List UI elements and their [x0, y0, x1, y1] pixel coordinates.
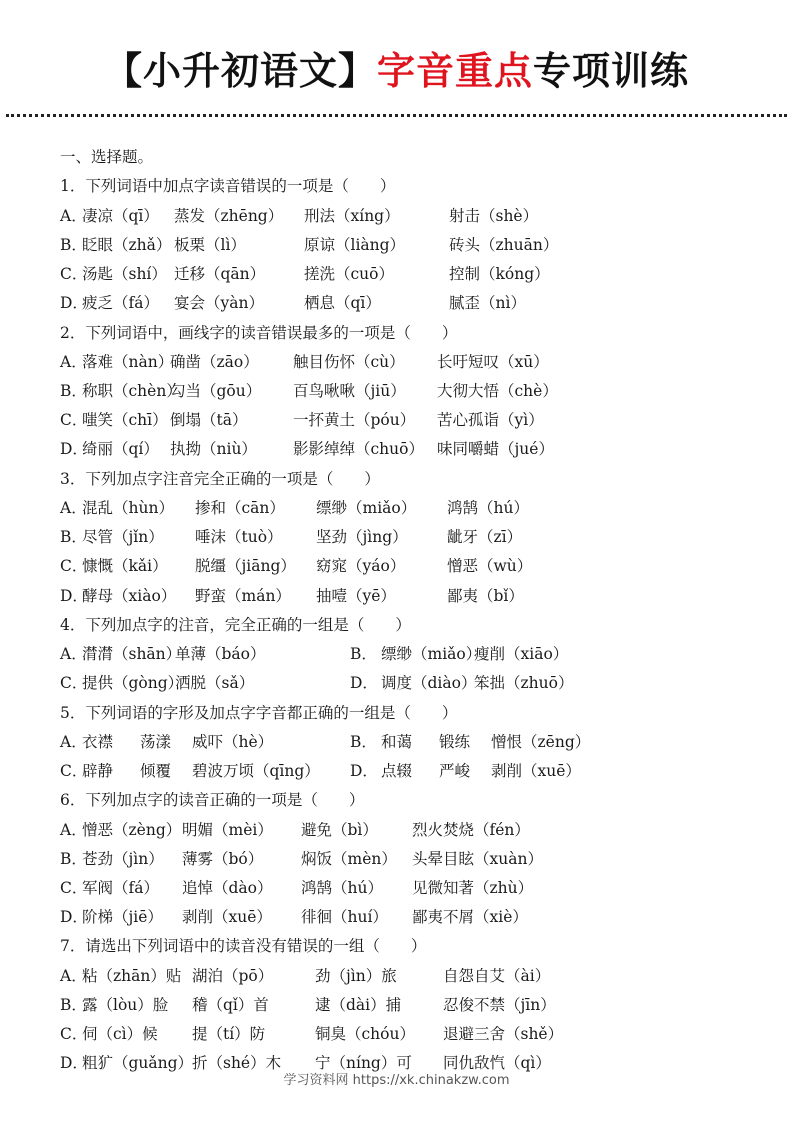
option-word: 逮（dài）捕: [315, 996, 402, 1015]
option-word: 味同嚼蜡（jué）: [437, 440, 554, 459]
option-word: 宁（níng）可: [315, 1054, 412, 1073]
option-word: 倾覆: [140, 762, 172, 781]
option-row: [60, 640, 780, 669]
option-word: 尽管（jǐn）: [82, 528, 164, 547]
option-letter: D．: [60, 908, 88, 927]
option-word: 笨拙（zhuō）: [474, 674, 574, 693]
option-letter: B．: [350, 645, 377, 664]
option-letter: A．: [60, 645, 87, 664]
option-word: 掺和（cān）: [195, 499, 285, 518]
option-row: [60, 494, 780, 523]
option-row: [60, 377, 780, 406]
option-row: [60, 202, 780, 231]
option-word: 倒塌（tā）: [170, 411, 248, 430]
option-word: 铜臭（chóu）: [315, 1025, 415, 1044]
option-letter: A．: [60, 732, 87, 751]
section-heading: 一、选择题。: [60, 148, 154, 166]
option-word: 辟静: [82, 762, 114, 781]
option-word: 烈火焚烧（fén）: [412, 820, 530, 839]
option-word: 刑法（xíng）: [304, 206, 400, 225]
option-word: 脱缰（jiāng）: [195, 557, 296, 576]
option-word: 潸潸（shān）: [82, 645, 182, 664]
option-word: 和蔼: [381, 732, 413, 751]
question-stem: 2．下列词语中，画线字的读音错误最多的一项是（ ）: [60, 323, 458, 342]
option-word: 折（shé）木: [192, 1054, 282, 1073]
option-letter: A．: [60, 966, 87, 985]
option-letter: C．: [60, 265, 88, 284]
option-word: 避免（bì）: [301, 820, 378, 839]
option-word: 原谅（liàng）: [304, 235, 406, 254]
option-word: 提供（gòng）: [82, 674, 184, 693]
option-word: 执拗（niù）: [170, 440, 257, 459]
option-row: [60, 406, 780, 435]
option-letter: A．: [60, 352, 87, 371]
option-word: 憎恨（zēng）: [491, 732, 591, 751]
option-word: 长吁短叹（xū）: [437, 352, 549, 371]
option-word: 缥缈（miǎo）: [316, 499, 417, 518]
option-word: 一抔黄土（póu）: [293, 411, 416, 430]
option-word: 阶梯（jiē）: [82, 908, 163, 927]
option-word: 粗犷（guǎng）: [82, 1054, 194, 1073]
option-word: 伺（cì）候: [82, 1025, 158, 1044]
option-word: 混乱（hùn）: [82, 499, 174, 518]
option-word: 稽（qǐ）首: [192, 996, 269, 1015]
title-highlight: 字音重点: [376, 49, 533, 93]
option-row: [60, 757, 780, 786]
option-row: [60, 260, 780, 289]
option-word: 苦心孤诣（yì）: [437, 411, 544, 430]
option-word: 凄凉（qī）: [82, 206, 159, 225]
option-word: 坚劲（jìng）: [316, 528, 408, 547]
option-word: 百鸟啾啾（jiū）: [293, 382, 406, 401]
option-letter: B．: [60, 235, 87, 254]
option-word: 军阀（fá）: [82, 879, 159, 898]
option-word: 鄙夷（bǐ）: [447, 586, 524, 605]
option-row: [60, 991, 780, 1020]
question-stem: 1．下列词语中加点字读音错误的一项是（ ）: [60, 177, 396, 196]
option-word: 鸿鹄（hú）: [447, 499, 529, 518]
option-letter: B．: [60, 996, 87, 1015]
option-word: 自怨自艾（ài）: [443, 966, 551, 985]
question-stem: 3．下列加点字注音完全正确的一项是（ ）: [60, 469, 380, 488]
option-word: 同仇敌忾（qì）: [443, 1054, 551, 1073]
option-word: 砖头（zhuān）: [449, 235, 559, 254]
option-letter: C．: [60, 762, 88, 781]
option-word: 抽噎（yē）: [316, 586, 396, 605]
option-row: [60, 582, 780, 611]
option-letter: D．: [60, 586, 88, 605]
option-letter: B．: [60, 528, 87, 547]
option-word: 瘦削（xiāo）: [474, 645, 569, 664]
option-word: 迁移（qān）: [174, 265, 266, 284]
option-word: 龇牙（zī）: [447, 528, 523, 547]
option-word: 射击（shè）: [449, 206, 539, 225]
option-letter: D．: [60, 1054, 88, 1073]
option-word: 酵母（xiào）: [82, 586, 177, 605]
page-title: [0, 46, 793, 96]
option-word: 疲乏（fá）: [82, 294, 159, 313]
option-letter: D．: [350, 674, 378, 693]
question-stem: 6．下列加点字的读音正确的一项是（ ）: [60, 791, 365, 810]
option-word: 提（tí）防: [192, 1025, 266, 1044]
option-word: 宴会（yàn）: [174, 294, 264, 313]
dotted-divider: [6, 114, 787, 117]
option-word: 落难（nàn）: [82, 352, 174, 371]
option-word: 鄙夷不屑（xiè）: [412, 908, 528, 927]
option-word: 威吓（hè）: [192, 732, 274, 751]
option-word: 头晕目眩（xuàn）: [412, 849, 543, 868]
option-word: 退避三舍（shě）: [443, 1025, 564, 1044]
option-word: 影影绰绰（chuō）: [293, 440, 424, 459]
option-row: [60, 435, 780, 464]
option-word: 露（lòu）脸: [82, 996, 169, 1015]
option-letter: A．: [60, 206, 87, 225]
option-letter: C．: [60, 411, 88, 430]
option-word: 窈窕（yáo）: [316, 557, 406, 576]
question-stem: 5．下列词语的字形及加点字字音都正确的一组是（ ）: [60, 703, 458, 722]
option-row: [60, 962, 780, 991]
option-word: 严峻: [439, 762, 471, 781]
option-letter: C．: [60, 1025, 88, 1044]
option-row: [60, 523, 780, 552]
option-letter: C．: [60, 557, 88, 576]
option-word: 忍俊不禁（jīn）: [443, 996, 556, 1015]
option-letter: B．: [60, 849, 87, 868]
option-row: [60, 816, 780, 845]
option-word: 搓洗（cuō）: [304, 265, 394, 284]
option-word: 苍劲（jìn）: [82, 849, 164, 868]
option-letter: C．: [60, 879, 88, 898]
option-word: 板栗（lì）: [174, 235, 246, 254]
option-letter: A．: [60, 820, 87, 839]
option-word: 缥缈（miǎo）: [381, 645, 482, 664]
option-word: 大彻大悟（chè）: [437, 382, 558, 401]
exercise-content: [60, 143, 780, 1079]
option-word: 憎恶（zèng）: [82, 820, 182, 839]
option-row: [60, 348, 780, 377]
option-word: 蒸发（zhēng）: [174, 206, 284, 225]
option-word: 薄雾（bó）: [182, 849, 264, 868]
option-word: 鸿鹄（hú）: [301, 879, 383, 898]
option-word: 劲（jìn）旅: [315, 966, 397, 985]
option-letter: B．: [350, 732, 377, 751]
option-word: 剥削（xuē）: [182, 908, 272, 927]
option-word: 徘徊（huí）: [301, 908, 388, 927]
option-word: 单薄（báo）: [175, 645, 266, 664]
option-letter: D．: [60, 440, 88, 459]
option-word: 野蛮（mán）: [195, 586, 291, 605]
option-letter: D．: [350, 762, 378, 781]
option-letter: C．: [60, 674, 88, 693]
option-row: [60, 231, 780, 260]
option-word: 嗤笑（chī）: [82, 411, 168, 430]
option-row: [60, 728, 780, 757]
option-word: 确凿（zāo）: [170, 352, 259, 371]
option-row: [60, 289, 780, 318]
option-letter: D．: [60, 294, 88, 313]
option-word: 栖息（qī）: [304, 294, 381, 313]
option-row: [60, 552, 780, 581]
option-word: 慷慨（kǎi）: [82, 557, 168, 576]
footer-watermark: 学习资料网 https://xk.chinakzw.com: [283, 1073, 510, 1088]
option-word: 焖饭（mèn）: [301, 849, 397, 868]
option-row: [60, 845, 780, 874]
option-row: [60, 874, 780, 903]
option-word: 洒脱（sǎ）: [175, 674, 255, 693]
title-suffix: 专项训练: [533, 49, 690, 93]
option-word: 湖泊（pō）: [192, 966, 274, 985]
option-word: 见微知著（zhù）: [412, 879, 534, 898]
option-word: 明媚（mèi）: [182, 820, 273, 839]
option-word: 腻歪（nì）: [449, 294, 526, 313]
option-word: 追悼（dào）: [182, 879, 273, 898]
option-word: 锻练: [439, 732, 471, 751]
option-word: 荡漾: [140, 732, 172, 751]
option-word: 剥削（xuē）: [491, 762, 581, 781]
option-row: [60, 903, 780, 932]
option-word: 衣襟: [82, 732, 114, 751]
option-word: 眨眼（zhǎ）: [82, 235, 172, 254]
option-word: 碧波万顷（qīng）: [192, 762, 320, 781]
option-word: 点辍: [381, 762, 413, 781]
question-stem: 4．下列加点字的注音，完全正确的一组是（ ）: [60, 615, 411, 634]
option-row: [60, 669, 780, 698]
option-word: 触目伤怀（cù）: [293, 352, 405, 371]
option-word: 控制（kóng）: [449, 265, 550, 284]
question-stem: 7．请选出下列词语中的读音没有错误的一组（ ）: [60, 937, 427, 956]
option-word: 称职（chèn）: [82, 382, 182, 401]
option-word: 唾沫（tuò）: [195, 528, 283, 547]
option-letter: A．: [60, 499, 87, 518]
option-letter: B．: [60, 382, 87, 401]
option-word: 憎恶（wù）: [447, 557, 533, 576]
option-word: 粘（zhān）贴: [82, 966, 182, 985]
question-list: [60, 172, 780, 1078]
option-word: 绮丽（qí）: [82, 440, 159, 459]
option-word: 勾当（gōu）: [170, 382, 262, 401]
option-word: 汤匙（shí）: [82, 265, 167, 284]
option-word: 调度（diào）: [381, 674, 477, 693]
title-bracket-part: 【小升初语文】: [103, 49, 377, 93]
option-row: [60, 1020, 780, 1049]
